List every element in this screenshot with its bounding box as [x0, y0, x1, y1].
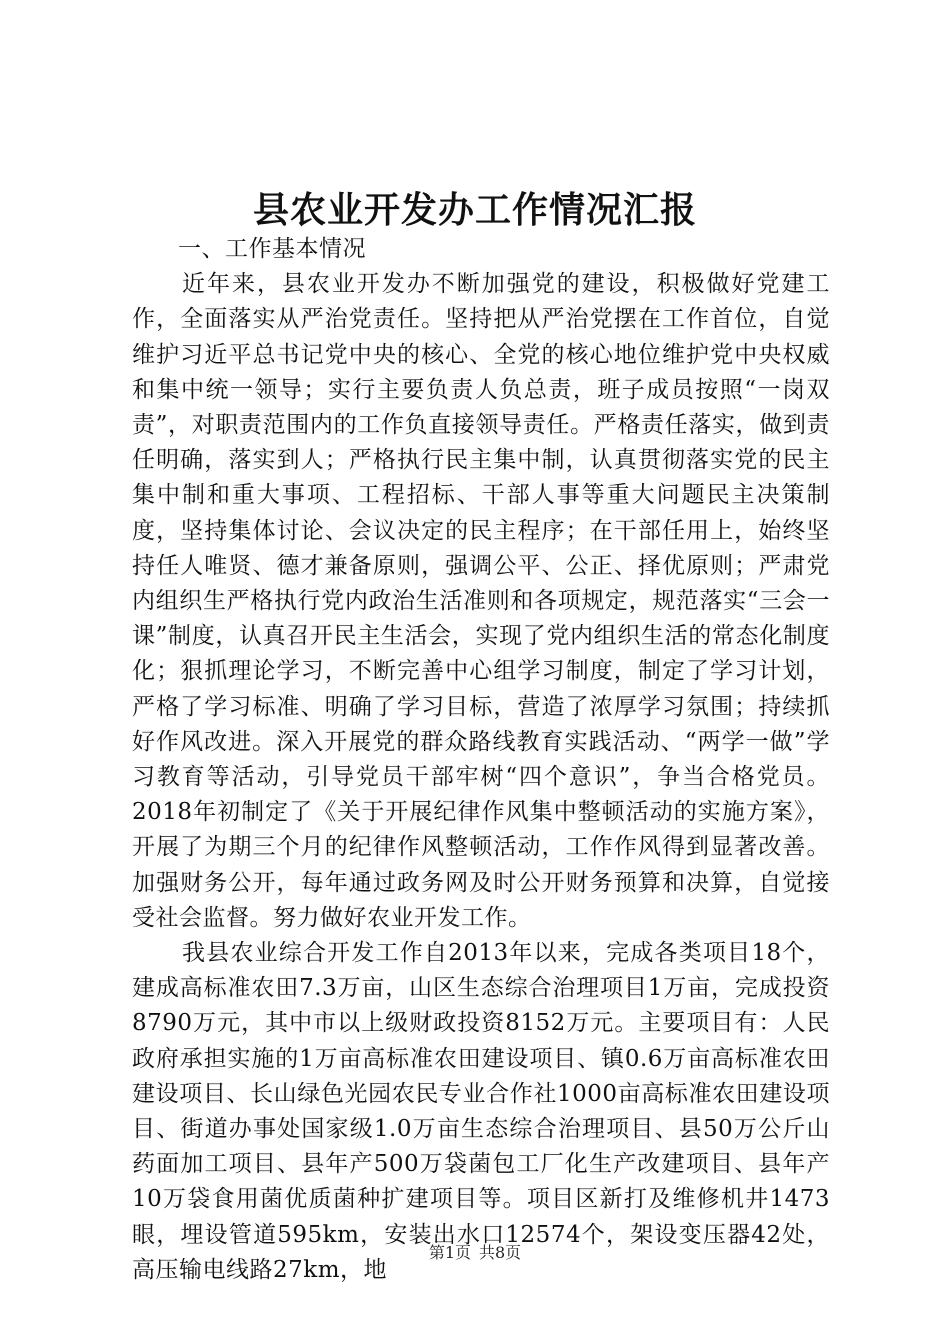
document-body [132, 232, 830, 1288]
paragraph-party-building: 近年来，县农业开发办不断加强党的建设，积极做好党建工作，全面落实从严治党责任。坚持把从严治党摆在工作首位，自觉维护习近平总书记党中央的核心、全党的核心地位维护党中央权威和集中统一领导；实行主要负责人负总责，班子成员按照“一岗双责”，对职责范围内的工作负直接领导责任。严格责任落实，做到责任明确，落实到人；严格执行民主集中制，认真贯彻落实党的民主集中制和重大事项、工程招标、干部人事等重大问题民主决策制度，坚持集体讨论、会议决定的民主程序；在干部任用上，始终坚持任人唯贤、德才兼备原则，强调公平、公正、择优原则；严肃党内组织生严格执行党内政治生活准则和各项规定，规范落实“三会一课”制度，认真召开民主生活会，实现了党内组织生活的常态化制度化；狠抓理论学习，不断完善中心组学习制度，制定了学习计划，严格了学习标准、明确了学习目标，营造了浓厚学习氛围；持续抓好作风改进。深入开展党的群众路线教育实践活动、“两学一做”学习教育等活动，引导党员干部牢树“四个意识”，争当合格党员。2018年初制定了《关于开展纪律作风集中整顿活动的实施方案》，开展了为期三个月的纪律作风整顿活动，工作作风得到显著改善。加强财务公开，每年通过政务网及时公开财务预算和决算，自觉接受社会监督。努力做好农业开发工作。 [132, 271, 830, 931]
page-number: 第1页 [428, 1243, 471, 1262]
paragraph-projects: 我县农业综合开发工作自2013年以来，完成各类项目18个，建成高标准农田7.3万亩，山区生态综合治理项目1万亩，完成投资8790万元，其中市以上级财政投资8152万元。主要项目有：人民政府承担实施的1万亩高标准农田建设项目、镇0.6万亩高标准农田建设项目、长山绿色光园农民专业合作社1000亩高标准农田建设项目、街道办事处国家级1.0万亩生态综合治理项目、县50万公斤山药面加工项目、县年产500万袋菌包工厂化生产改建项目、县年产10万袋食用菌优质菌种扩建项目等。项目区新打及维修机井1473眼，埋设管道595km，安装出水口12574个，架设变压器42处，高压输电线路27km，地 [132, 940, 830, 1283]
section-heading: 一、工作基本情况 [178, 236, 366, 262]
page-footer [0, 1242, 950, 1264]
document-title: 县农业开发办工作情况汇报 [252, 189, 697, 231]
page-total: 共8页 [479, 1243, 522, 1262]
